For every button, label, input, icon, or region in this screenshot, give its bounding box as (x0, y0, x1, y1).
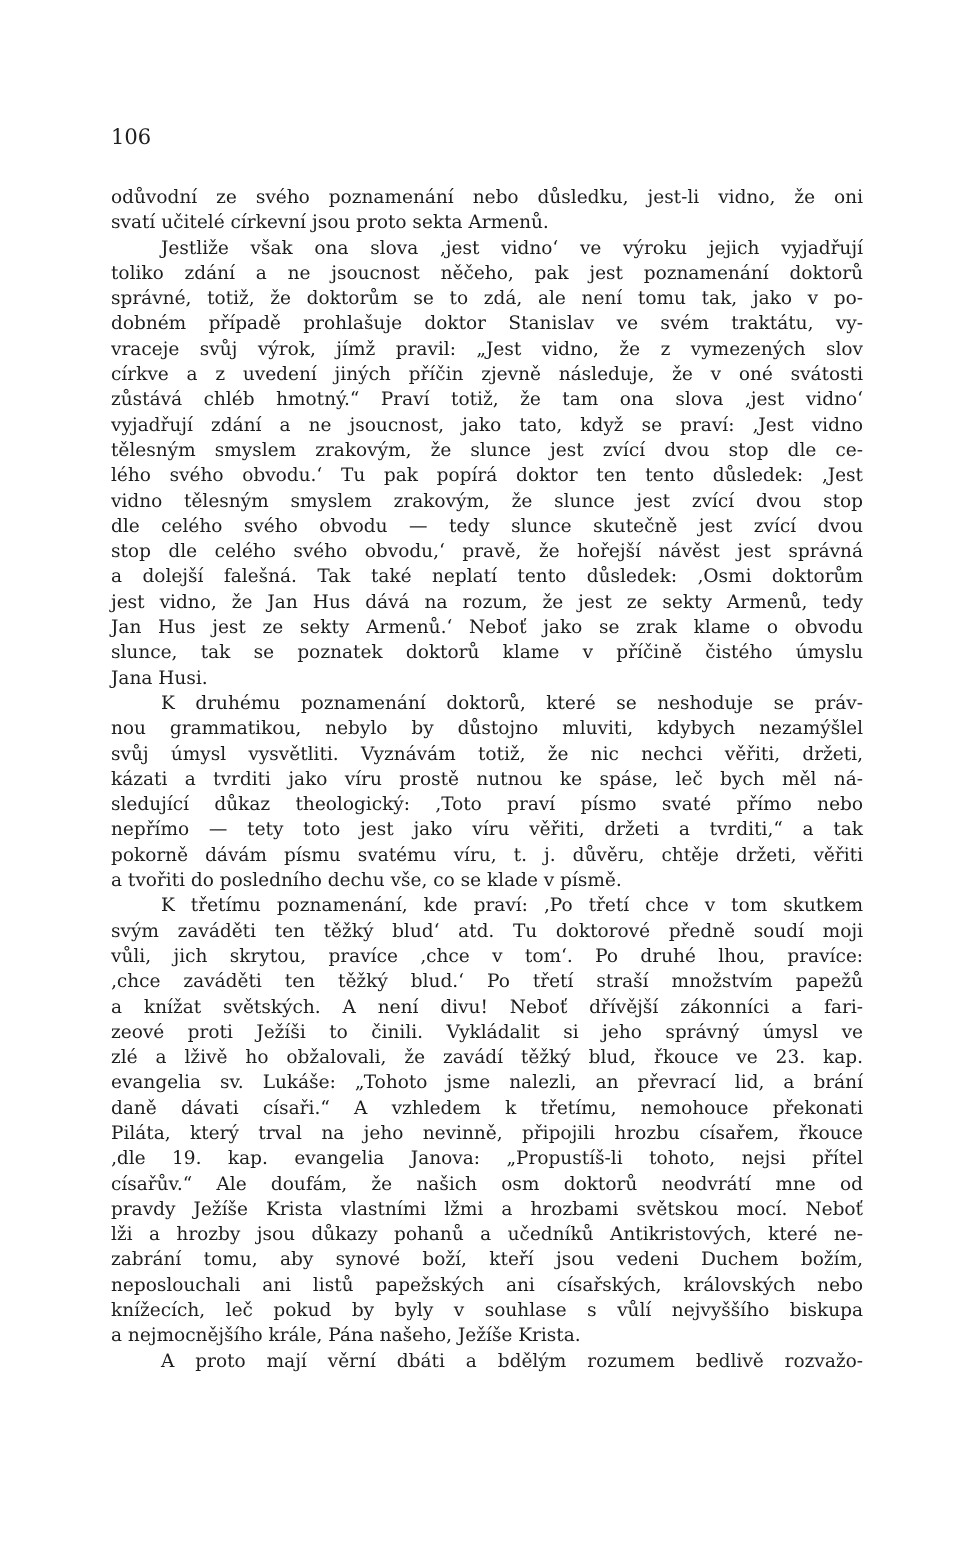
text-line: a knížat světských. A není divu! Neboť dřívější zákonníci a fari- (111, 996, 863, 1018)
text-line: lého svého obvodu.‘ Tu pak popírá doktor ten tento důsledek: ‚Jest (111, 465, 863, 487)
text-line: vidno tělesným smyslem zrakovým, že slunce jest zvící dvou stop (111, 490, 863, 512)
text-line: tělesným smyslem zrakovým, že slunce jest zvící dvou stop dle ce- (111, 439, 863, 461)
text-line: a tvořiti do posledního dechu vše, co se klade v písmě. (111, 870, 622, 892)
text-line: svatí učitelé církevní jsou proto sekta Armenů. (111, 212, 549, 234)
text-line: evangelia sv. Lukáše: „Tohoto jsme nalezli, an převrací lid, a brání (111, 1072, 863, 1094)
text-line: svůj úmysl vysvětliti. Vyznávám totiž, že nic nechci věřiti, držeti, (111, 743, 863, 765)
text-line: K druhému poznamenání doktorů, které se neshoduje se práv- (161, 692, 863, 714)
body-text (111, 185, 863, 1374)
text-line: zabrání tomu, aby synové boží, kteří jsou vedeni Duchem božím, (111, 1249, 863, 1271)
text-line: vyjadřují zdání a ne jsoucnost, jako tato, když se praví: ‚Jest vidno (111, 414, 863, 436)
text-line: Jestliže však ona slova ‚jest vidno‘ ve výroku jejich vyjadřují (161, 237, 863, 259)
text-line: stop dle celého svého obvodu,‘ pravě, že hořejší návěst jest správná (111, 541, 863, 563)
text-line: jest vidno, že Jan Hus dává na rozum, že jest ze sekty Armenů, tedy (111, 591, 863, 613)
text-line: pokorně dávám písmu svatému víru, t. j. důvěru, chtěje držeti, věřiti (111, 844, 863, 866)
text-line: slunce, tak se poznatek doktorů klame v příčině čistého úmyslu (111, 642, 863, 664)
text-line: a dolejší falešná. Tak také neplatí tento důsledek: ‚Osmi doktorům (111, 566, 863, 588)
text-line: toliko zdání a ne jsoucnost něčeho, pak jest poznamenání doktorů (111, 262, 863, 284)
text-line: kázati a tvrditi jako víru prostě nutnou ke spáse, leč bych měl ná- (111, 768, 863, 790)
text-line: neposlouchali ani listů papežských ani císařských, královských nebo (111, 1274, 863, 1296)
text-line: zůstává chléb hmotný.“ Praví totiž, že tam ona slova ‚jest vidno‘ (111, 389, 863, 411)
text-line: a nejmocnějšího krále, Pána našeho, Ježíše Krista. (111, 1325, 581, 1347)
text-line: Piláta, který trval na jeho nevinně, připojili hrozbu císařem, řkouce (111, 1122, 863, 1144)
text-line: lži a hrozby jsou důkazy pohanů a učedníků Antikristových, které ne- (111, 1224, 863, 1246)
text-line: K třetímu poznamenání, kde praví: ‚Po třetí chce v tom skutkem (161, 895, 863, 917)
text-line: dobném případě prohlašuje doktor Stanislav ve svém traktátu, vy- (111, 313, 863, 335)
text-line: vůli, jich skrytou, pravíce ‚chce v tom‘. Po druhé lhou, pravíce: (111, 945, 863, 967)
text-line: knížecích, leč pokud by byly v souhlase s vůlí nejvyššího biskupa (111, 1300, 863, 1322)
text-line: A proto mají věrní dbáti a bdělým rozumem bedlivě rozvažo- (161, 1350, 863, 1372)
text-line: sledující důkaz theologický: ‚Toto praví písmo svaté přímo nebo (111, 794, 863, 816)
text-line: Jana Husi. (111, 667, 208, 689)
text-line: svým zaváděti ten těžký blud‘ atd. Tu doktorové předně soudí moji (111, 920, 863, 942)
text-line: církve a z uvedení jiných příčin zjevně následuje, že v oné svátosti (111, 364, 863, 386)
text-line: Jan Hus jest ze sekty Armenů.‘ Neboť jako se zrak klame o obvodu (111, 617, 863, 639)
text-line: zlé a lživě ho obžalovali, že zavádí těžký blud, řkouce ve 23. kap. (111, 1047, 863, 1069)
text-line: pravdy Ježíše Krista vlastními lžmi a hrozbami světskou mocí. Neboť (111, 1198, 863, 1220)
text-line: zeové proti Ježíši to činili. Vykládalit si jeho správný úmysl ve (111, 1021, 863, 1043)
text-line: vraceje svůj výrok, jímž pravil: „Jest vidno, že z vymezených slov (111, 338, 863, 360)
text-line: ‚dle 19. kap. evangelia Janova: „Propustíš-li tohoto, nejsi přítel (111, 1148, 863, 1170)
text-line: dle celého svého obvodu — tedy slunce skutečně jest zvící dvou (111, 515, 863, 537)
text-line: ‚chce zaváděti ten těžký blud.‘ Po třetí straší množstvím papežů (111, 971, 863, 993)
text-line: císařův.“ Ale doufám, že našich osm doktorů neodvrátí mne od (111, 1173, 863, 1195)
text-line: nepřímo — tety toto jest jako víru věřiti, držeti a tvrditi,“ a tak (111, 819, 863, 841)
text-line: odůvodní ze svého poznamenání nebo důsledku, jest-li vidno, že oni (111, 187, 863, 208)
page-number: 106 (111, 125, 152, 149)
text-line: nou grammatikou, nebylo by důstojno mluviti, kdybych nezamýšlel (111, 718, 863, 740)
text-line: daně dávati císaři.“ A vzhledem k třetímu, nemohouce překonati (111, 1097, 863, 1119)
text-line: správné, totiž, že doktorům se to zdá, ale není tomu tak, jako v po- (111, 288, 863, 310)
